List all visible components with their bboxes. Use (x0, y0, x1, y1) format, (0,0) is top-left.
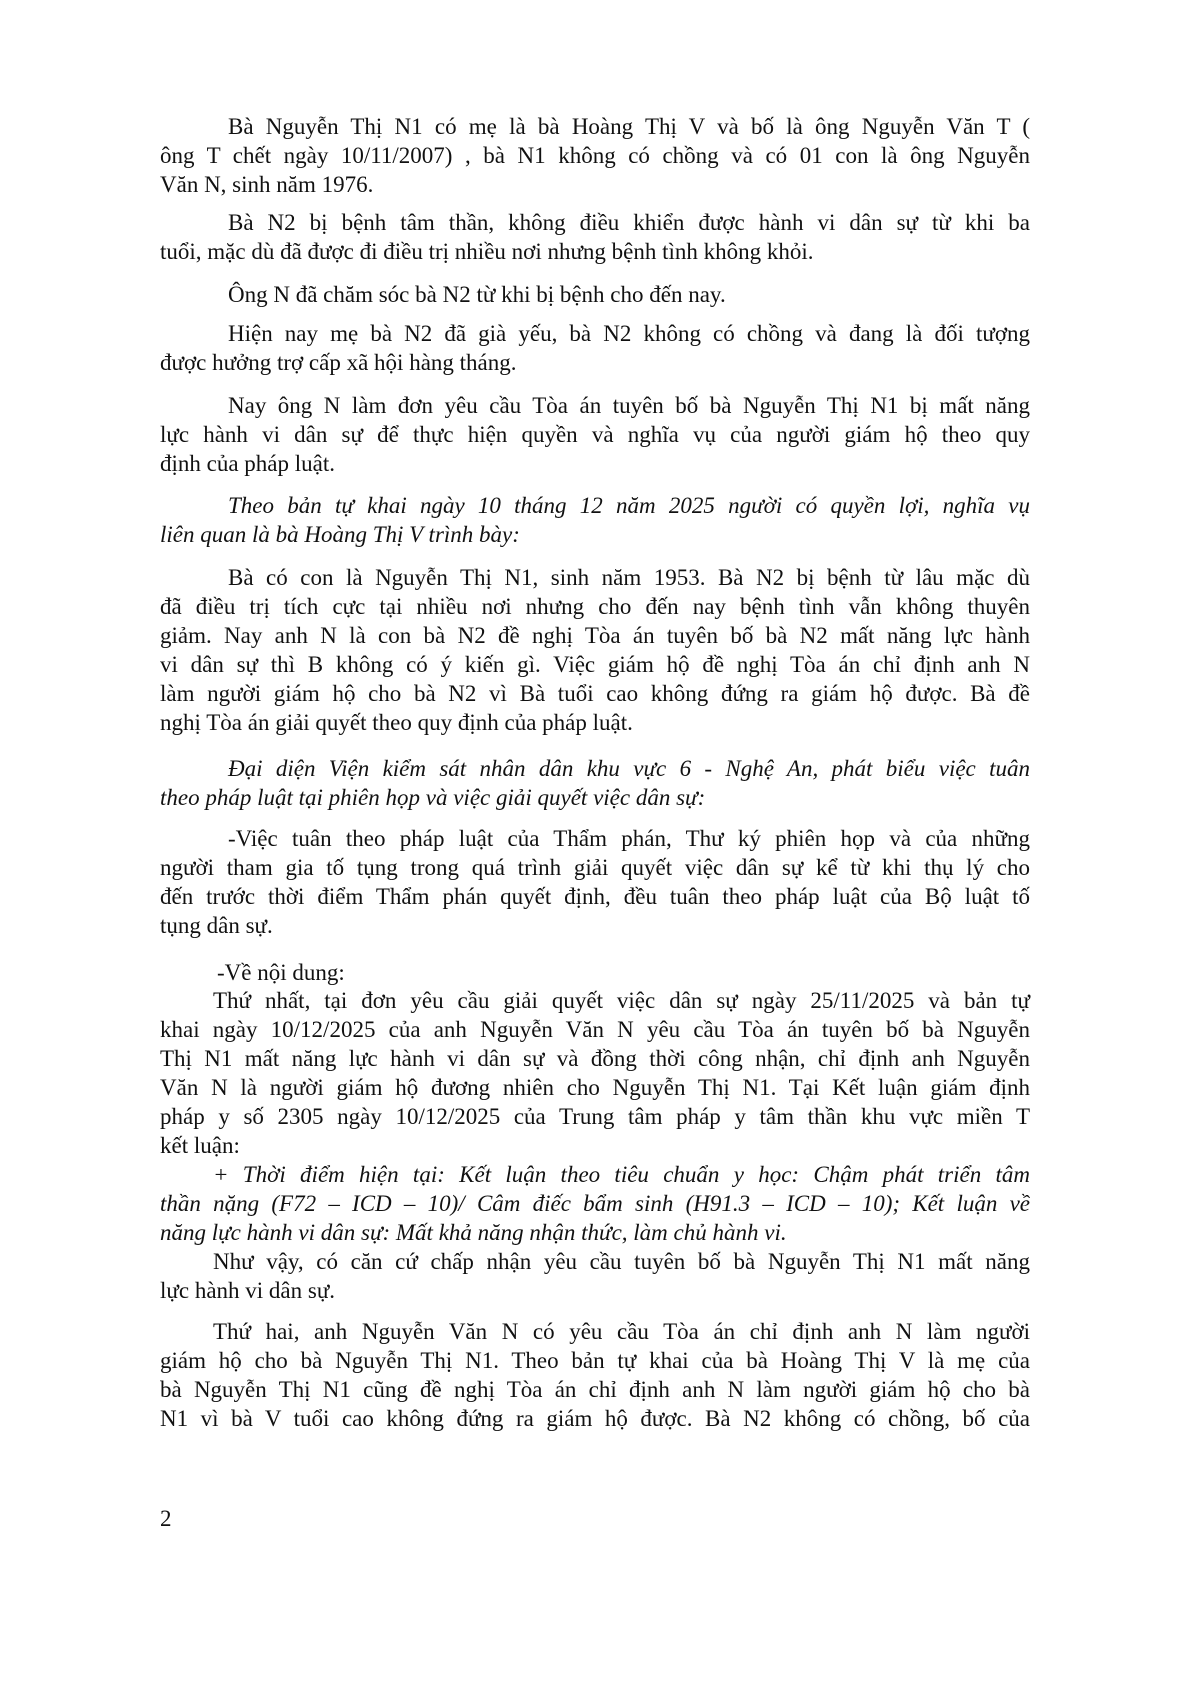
paragraph (160, 1160, 1030, 1247)
text-line: giảm. Nay anh N là con bà N2 đề nghị Tòa án tuyên bố bà N2 mất năng lực hành (160, 623, 1030, 648)
text-line: làm người giám hộ cho bà N2 vì Bà tuổi cao không đứng ra giám hộ được. Bà đề (160, 681, 1030, 706)
text-line: Văn N, sinh năm 1976. (160, 172, 374, 197)
text-line: đã điều trị tích cực tại nhiều nơi nhưng cho đến nay bệnh tình vẫn không thuyên (160, 594, 1030, 619)
paragraph (160, 958, 1030, 987)
text-line: nghị Tòa án giải quyết theo quy định của pháp luật. (160, 710, 633, 735)
paragraph (160, 112, 1030, 199)
text-line: Thứ hai, anh Nguyễn Văn N có yêu cầu Tòa án chỉ định anh N làm người (213, 1319, 1030, 1344)
text-line: ông T chết ngày 10/11/2007) , bà N1 không có chồng và có 01 con là ông Nguyễn (160, 143, 1030, 168)
text-line: -Việc tuân theo pháp luật của Thẩm phán, Thư ký phiên họp và của những (228, 826, 1030, 851)
text-line: giám hộ cho bà Nguyễn Thị N1. Theo bản tự khai của bà Hoàng Thị V là mẹ của (160, 1348, 1030, 1373)
text-line: liên quan là bà Hoàng Thị V trình bày: (160, 522, 520, 547)
text-line: Thứ nhất, tại đơn yêu cầu giải quyết việc dân sự ngày 25/11/2025 và bản tự (213, 988, 1030, 1013)
paragraph (160, 319, 1030, 377)
text-line: -Về nội dung: (217, 960, 345, 985)
page-number: 2 (160, 1506, 172, 1531)
text-line: Bà có con là Nguyễn Thị N1, sinh năm 1953. Bà N2 bị bệnh từ lâu mặc dù (228, 565, 1030, 590)
text-line: Như vậy, có căn cứ chấp nhận yêu cầu tuyên bố bà Nguyễn Thị N1 mất năng (213, 1249, 1030, 1274)
text-line: pháp y số 2305 ngày 10/12/2025 của Trung tâm pháp y tâm thần khu vực miền T (160, 1104, 1030, 1129)
text-line: Ông N đã chăm sóc bà N2 từ khi bị bệnh cho đến nay. (228, 282, 726, 307)
paragraph (160, 986, 1030, 1160)
text-line: định của pháp luật. (160, 451, 336, 476)
text-line: Bà N2 bị bệnh tâm thần, không điều khiển được hành vi dân sự từ khi ba (228, 210, 1030, 235)
text-line: Bà Nguyễn Thị N1 có mẹ là bà Hoàng Thị V và bố là ông Nguyễn Văn T ( (228, 114, 1030, 139)
text-line: Đại diện Viện kiểm sát nhân dân khu vực 6 - Nghệ An, phát biểu việc tuân (228, 756, 1030, 781)
paragraph (160, 391, 1030, 478)
text-line: Hiện nay mẹ bà N2 đã già yếu, bà N2 không có chồng và đang là đối tượng (228, 321, 1030, 346)
text-line: lực hành vi dân sự để thực hiện quyền và nghĩa vụ của người giám hộ theo quy (160, 422, 1030, 447)
text-line: người tham gia tố tụng trong quá trình giải quyết việc dân sự kể từ khi thụ lý cho (160, 855, 1030, 880)
paragraph (160, 1247, 1030, 1305)
text-line: thần nặng (F72 – ICD – 10)/ Câm điếc bẩm sinh (H91.3 – ICD – 10); Kết luận về (160, 1191, 1030, 1216)
text-line: năng lực hành vi dân sự: Mất khả năng nhận thức, làm chủ hành vi. (160, 1220, 787, 1245)
paragraph (160, 208, 1030, 266)
paragraph (160, 280, 1030, 309)
paragraph (160, 491, 1030, 549)
text-line: N1 vì bà V tuổi cao không đứng ra giám hộ được. Bà N2 không có chồng, bố của (160, 1406, 1030, 1431)
paragraph (160, 754, 1030, 812)
text-line: Văn N là người giám hộ đương nhiên cho Nguyễn Thị N1. Tại Kết luận giám định (160, 1075, 1030, 1100)
text-line: tụng dân sự. (160, 913, 273, 938)
text-line: lực hành vi dân sự. (160, 1278, 336, 1303)
text-line: + Thời điểm hiện tại: Kết luận theo tiêu chuẩn y học: Chậm phát triển tâm (213, 1162, 1030, 1187)
text-line: kết luận: (160, 1133, 240, 1158)
paragraph (160, 824, 1030, 940)
paragraph (160, 1317, 1030, 1433)
text-line: tuổi, mặc dù đã được đi điều trị nhiều nơi nhưng bệnh tình không khỏi. (160, 239, 814, 264)
text-line: vi dân sự thì B không có ý kiến gì. Việc giám hộ đề nghị Tòa án chỉ định anh N (160, 652, 1030, 677)
paragraph (160, 563, 1030, 737)
text-line: bà Nguyễn Thị N1 cũng đề nghị Tòa án chỉ định anh N làm người giám hộ cho bà (160, 1377, 1030, 1402)
text-line: đến trước thời điểm Thẩm phán quyết định, đều tuân theo pháp luật của Bộ luật tố (160, 884, 1030, 909)
text-line: khai ngày 10/12/2025 của anh Nguyễn Văn N yêu cầu Tòa án tuyên bố bà Nguyễn (160, 1017, 1030, 1042)
text-line: được hưởng trợ cấp xã hội hàng tháng. (160, 350, 517, 375)
text-line: Theo bản tự khai ngày 10 tháng 12 năm 2025 người có quyền lợi, nghĩa vụ (228, 493, 1030, 518)
text-line: Thị N1 mất năng lực hành vi dân sự và đồng thời công nhận, chỉ định anh Nguyễn (160, 1046, 1030, 1071)
text-line: theo pháp luật tại phiên họp và việc giải quyết việc dân sự: (160, 785, 706, 810)
text-line: Nay ông N làm đơn yêu cầu Tòa án tuyên bố bà Nguyễn Thị N1 bị mất năng (228, 393, 1030, 418)
